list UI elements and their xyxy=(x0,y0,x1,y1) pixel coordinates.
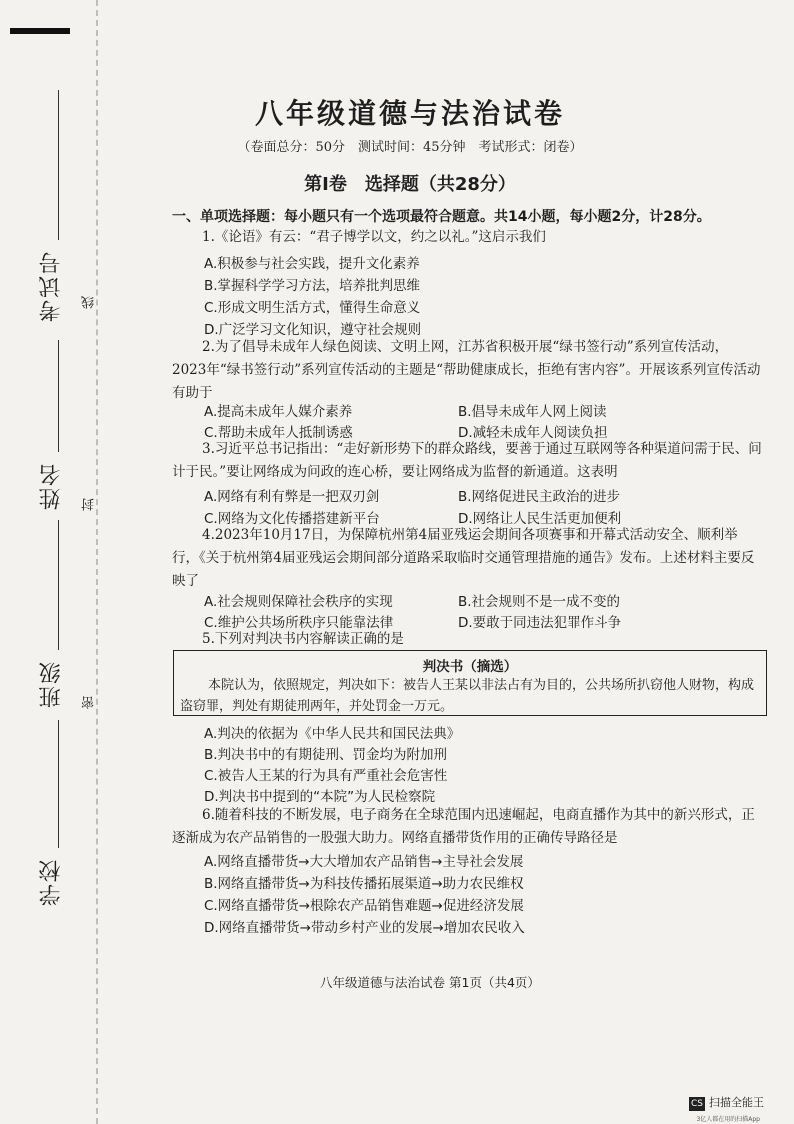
class-line xyxy=(58,520,59,650)
question-3-option-c[interactable]: C.网络为文化传播搭建新平台 xyxy=(204,511,380,527)
class-label: 班级 xyxy=(39,660,64,708)
question-1-option-b[interactable]: B.掌握科学学习方法，培养批判思维 xyxy=(204,278,421,294)
question-2-option-b[interactable]: B.倡导未成年人网上阅读 xyxy=(458,404,607,420)
question-2-option-c[interactable]: C.帮助未成年人抵制诱惑 xyxy=(204,425,353,441)
page-footer: 八年级道德与法治试卷 第1页（共4页） xyxy=(320,975,540,990)
question-5-option-a[interactable]: A.判决的依据为《中华人民共和国民法典》 xyxy=(204,726,461,742)
exam-subtitle: （卷面总分：50分 测试时间：45分钟 考试形式：闭卷） xyxy=(237,140,583,155)
exam-number-label: 考试号 xyxy=(39,250,64,322)
question-6-option-d[interactable]: D.网络直播带货→带动乡村产业的发展→增加农民收入 xyxy=(204,920,525,936)
question-1-option-c[interactable]: C.形成文明生活方式，懂得生命意义 xyxy=(204,300,421,316)
question-4-option-d[interactable]: D.要敢于同违法犯罪作斗争 xyxy=(458,615,622,631)
watermark-tagline: 3亿人都在用的扫描App xyxy=(696,1116,760,1123)
section-instruction: 一、单项选择题：每小题只有一个选项最符合题意。共14小题，每小题2分，计28分。 xyxy=(172,209,711,225)
question-1-option-a[interactable]: A.积极参与社会实践，提升文化素养 xyxy=(204,256,420,272)
question-1-option-d[interactable]: D.广泛学习文化知识，遵守社会规则 xyxy=(204,322,422,338)
verdict-box xyxy=(173,650,767,716)
question-3-option-a[interactable]: A.网络有利有弊是一把双刃剑 xyxy=(204,489,380,505)
binding-dashed-line xyxy=(96,0,98,1124)
question-6-option-a[interactable]: A.网络直播带货→大大增加农产品销售→主导社会发展 xyxy=(204,854,524,870)
name-label: 姓名 xyxy=(39,462,64,510)
school-label: 学校 xyxy=(39,858,64,906)
watermark-name: 扫描全能王 xyxy=(709,1096,764,1109)
question-4-stem: 4.2023年10月17日，为保障杭州第4届亚残运会期间各项赛事和开幕式活动安全、顺利举行，《关于杭州第4届亚残运会期间部分道路采取临时交通管理措施的通告》发布。上述材料主要反映了 xyxy=(172,527,755,589)
question-5-option-c[interactable]: C.被告人王某的行为具有严重社会危害性 xyxy=(204,768,448,784)
question-6-stem: 6.随着科技的不断发展，电子商务在全球范围内迅速崛起，电商直播作为其中的新兴形式，正逐渐成为农产品销售的一股强大助力。网络直播带货作用的正确传导路径是 xyxy=(172,807,755,846)
binding-word-seal: 封 xyxy=(82,498,97,511)
question-3-stem: 3.习近平总书记指出：“走好新形势下的群众路线，要善于通过互联网等各种渠道问需于民、问计于民。”要让网络成为问政的连心桥，要让网络成为监督的新通道。这表明 xyxy=(172,441,762,480)
name-line xyxy=(58,340,59,452)
question-1-stem: 1.《论语》有云：“君子博学以文，约之以礼。”这启示我们 xyxy=(202,229,546,245)
section-title: 第Ⅰ卷 选择题（共28分） xyxy=(304,174,516,195)
binding-word-secret: 密 xyxy=(82,696,97,709)
question-5-option-b[interactable]: B.判决书中的有期徒刑、罚金均为附加刑 xyxy=(204,747,448,763)
question-2-option-d[interactable]: D.减轻未成年人阅读负担 xyxy=(458,425,608,441)
scanner-watermark xyxy=(689,1094,764,1111)
question-4-option-b[interactable]: B.社会规则不是一成不变的 xyxy=(458,594,621,610)
question-6-option-b[interactable]: B.网络直播带货→为科技传播拓展渠道→助力农民维权 xyxy=(204,876,524,892)
question-4-option-a[interactable]: A.社会规则保障社会秩序的实现 xyxy=(204,594,393,610)
question-5-stem: 5.下列对判决书内容解读正确的是 xyxy=(202,631,404,647)
exam-number-line xyxy=(58,90,59,240)
school-line xyxy=(58,720,59,848)
binding-top-bar xyxy=(10,28,70,34)
binding-word-line: 线 xyxy=(82,296,97,309)
question-2-option-a[interactable]: A.提高未成年人媒介素养 xyxy=(204,404,353,420)
verdict-title: 判决书（摘选） xyxy=(422,659,518,675)
question-2-stem: 2.为了倡导未成年人绿色阅读、文明上网，江苏省积极开展“绿书签行动”系列宣传活动，2023年“绿书签行动”系列宣传活动的主题是“帮助健康成长，拒绝有害内容”。开展该系列宣传活动有助于 xyxy=(172,339,761,401)
question-5-option-d[interactable]: D.判决书中提到的“本院”为人民检察院 xyxy=(204,789,436,805)
question-4-option-c[interactable]: C.维护公共场所秩序只能靠法律 xyxy=(204,615,394,631)
question-3-option-b[interactable]: B.网络促进民主政治的进步 xyxy=(458,489,621,505)
exam-title: 八年级道德与法治试卷 xyxy=(254,97,565,130)
question-6-option-c[interactable]: C.网络直播带货→根除农产品销售难题→促进经济发展 xyxy=(204,898,524,914)
question-3-option-d[interactable]: D.网络让人民生活更加便利 xyxy=(458,511,622,527)
verdict-body: 本院认为，依照规定，判决如下：被告人王某以非法占有为目的，公共场所扒窃他人财物，构成盗窃罪，判处有期徒刑两年，并处罚金一万元。 xyxy=(180,678,755,714)
camscanner-logo-icon: CS xyxy=(691,1099,703,1109)
